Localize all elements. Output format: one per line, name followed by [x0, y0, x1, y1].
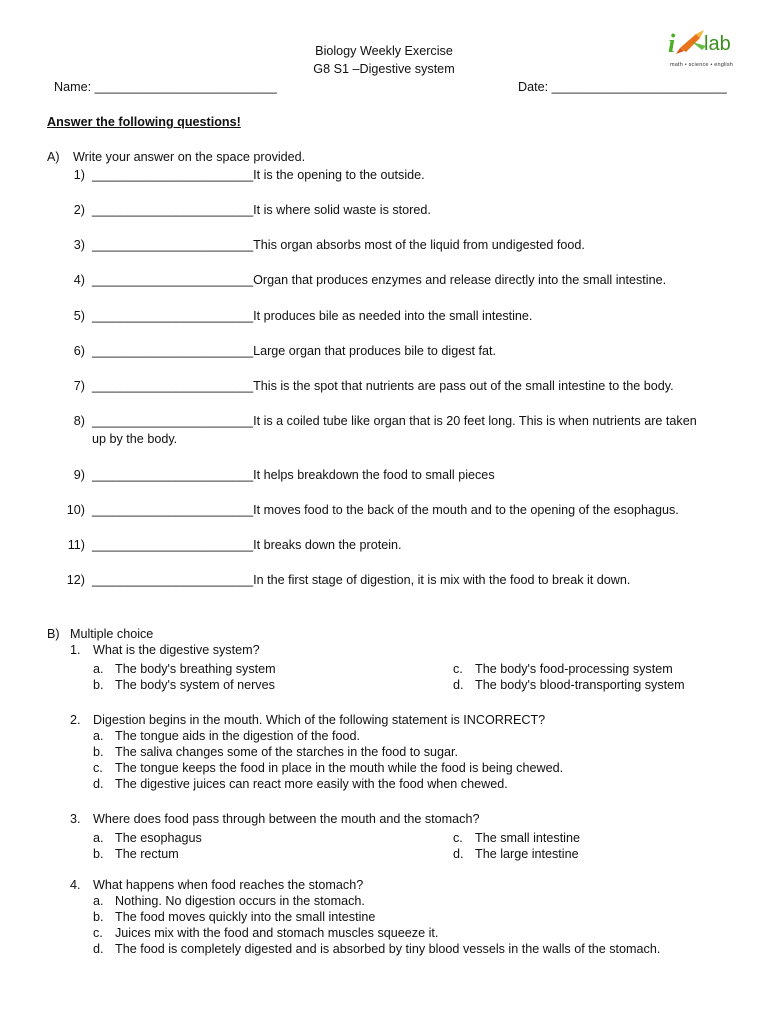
mc-option-letter: d.	[93, 942, 104, 956]
mc-option	[93, 942, 660, 956]
question-prompt: It is the opening to the outside.	[253, 168, 425, 182]
question-number: 6)	[73, 344, 85, 358]
ilab-logo	[666, 26, 758, 72]
mc-option-letter: c.	[93, 926, 103, 940]
mc-option-letter: c.	[453, 831, 463, 845]
mc-option	[453, 662, 673, 676]
question-prompt: It produces bile as needed into the small intestine.	[253, 309, 533, 323]
answer-blank: _______________________	[92, 238, 254, 252]
mc-option	[93, 910, 375, 924]
mc-question-number: 1.	[70, 643, 81, 657]
question-text	[92, 344, 496, 358]
rocket-icon	[666, 26, 758, 62]
mc-option	[453, 831, 580, 845]
question-text	[92, 309, 532, 323]
mc-option	[453, 678, 685, 692]
mc-option-text: Juices mix with the food and stomach muscles squeeze it.	[115, 926, 439, 940]
mc-option	[93, 847, 179, 861]
mc-option	[93, 926, 438, 940]
mc-option-letter: a.	[93, 831, 104, 845]
mc-option	[93, 745, 458, 759]
mc-option-text: The food moves quickly into the small intestine	[115, 910, 376, 924]
mc-option-letter: c.	[453, 662, 463, 676]
mc-option-text: The rectum	[115, 847, 179, 861]
mc-question-text: What happens when food reaches the stomach?	[93, 878, 364, 892]
question-number: 7)	[73, 379, 85, 393]
question-prompt: This is the spot that nutrients are pass out of the small intestine to the body.	[253, 379, 674, 393]
question-prompt: It helps breakdown the food to small pieces	[253, 468, 495, 482]
question-text	[92, 414, 697, 428]
answer-blank: _______________________	[92, 273, 254, 287]
date-label: Date:	[518, 80, 552, 94]
mc-option-text: The large intestine	[475, 847, 579, 861]
mc-question-text: Where does food pass through between the mouth and the stomach?	[93, 812, 480, 826]
worksheet-title: Biology Weekly Exercise	[315, 44, 453, 58]
question-prompt-continued: up by the body.	[92, 432, 178, 446]
question-number: 9)	[73, 468, 85, 482]
mc-option	[93, 831, 202, 845]
name-field	[54, 80, 277, 94]
mc-option-text: The tongue keeps the food in place in the mouth while the food is being chewed.	[115, 761, 564, 775]
mc-option-text: The body's food-processing system	[475, 662, 673, 676]
question-text	[92, 168, 425, 182]
question-text	[92, 273, 666, 287]
mc-option-letter: d.	[453, 847, 464, 861]
mc-option-text: The digestive juices can react more easily with the food when chewed.	[115, 777, 508, 791]
name-label: Name:	[54, 80, 95, 94]
mc-option-text: The food is completely digested and is absorbed by tiny blood vessels in the walls of the stomach.	[115, 942, 661, 956]
question-prompt: This organ absorbs most of the liquid from undigested food.	[253, 238, 585, 252]
mc-option-letter: a.	[93, 729, 104, 743]
question-number: 10)	[66, 503, 85, 517]
answer-blank: _______________________	[92, 203, 254, 217]
answer-blank: _______________________	[92, 468, 254, 482]
question-number: 2)	[73, 203, 85, 217]
question-number: 5)	[73, 309, 85, 323]
date-field	[518, 80, 727, 94]
mc-option-letter: b.	[93, 910, 104, 924]
worksheet-subtitle: G8 S1 –Digestive system	[313, 62, 455, 76]
question-text	[92, 203, 431, 217]
mc-option-letter: a.	[93, 894, 104, 908]
question-prompt: Organ that produces enzymes and release directly into the small intestine.	[253, 273, 667, 287]
answer-blank: _______________________	[92, 168, 254, 182]
section-b-label: B)	[47, 627, 60, 641]
mc-option-letter: a.	[93, 662, 104, 676]
name-blank: __________________________	[94, 80, 277, 94]
answer-blank: _______________________	[92, 379, 254, 393]
logo-tagline: math • science • english	[670, 62, 734, 68]
question-number: 11)	[67, 538, 85, 552]
question-text	[92, 503, 679, 517]
question-prompt: It is where solid waste is stored.	[253, 203, 431, 217]
mc-option-text: The body's blood-transporting system	[475, 678, 685, 692]
mc-option-text: The body's breathing system	[115, 662, 276, 676]
mc-question-number: 4.	[70, 878, 81, 892]
mc-option	[93, 777, 508, 791]
mc-option-letter: c.	[93, 761, 103, 775]
logo-word: lab	[704, 33, 731, 55]
mc-option-text: The esophagus	[115, 831, 202, 845]
mc-question-text: Digestion begins in the mouth. Which of the following statement is INCORRECT?	[93, 713, 546, 727]
question-prompt: It breaks down the protein.	[253, 538, 402, 552]
question-prompt: It moves food to the back of the mouth and to the opening of the esophagus.	[253, 503, 679, 517]
mc-option-text: The body's system of nerves	[115, 678, 275, 692]
question-prompt: In the first stage of digestion, it is mix with the food to break it down.	[253, 573, 631, 587]
mc-option	[93, 662, 276, 676]
mc-option	[93, 761, 563, 775]
mc-option-letter: d.	[453, 678, 464, 692]
date-blank: _________________________	[551, 80, 727, 94]
mc-question-number: 2.	[70, 713, 81, 727]
instruction-heading: Answer the following questions!	[47, 115, 241, 129]
mc-option	[93, 729, 360, 743]
section-a-label: A)	[47, 150, 60, 164]
mc-option-letter: d.	[93, 777, 104, 791]
question-number: 3)	[73, 238, 85, 252]
question-text	[92, 468, 495, 482]
question-number: 8)	[73, 414, 85, 428]
mc-option-text: The small intestine	[475, 831, 580, 845]
question-text	[92, 538, 402, 552]
question-prompt: It is a coiled tube like organ that is 20 feet long. This is when nutrients are taken	[253, 414, 697, 428]
section-a-title: Write your answer on the space provided.	[73, 150, 306, 164]
mc-option-letter: b.	[93, 745, 104, 759]
mc-option	[93, 678, 275, 692]
mc-option-text: Nothing. No digestion occurs in the stomach.	[115, 894, 365, 908]
answer-blank: _______________________	[92, 503, 254, 517]
mc-option	[453, 847, 579, 861]
mc-question-text: What is the digestive system?	[93, 643, 260, 657]
question-text	[92, 238, 585, 252]
question-text	[92, 573, 630, 587]
mc-option	[93, 894, 365, 908]
section-b-title: Multiple choice	[70, 627, 154, 641]
answer-blank: _______________________	[92, 414, 254, 428]
question-text	[92, 379, 674, 393]
logo-letter-i: i	[668, 29, 676, 58]
answer-blank: _______________________	[92, 538, 254, 552]
mc-option-text: The tongue aids in the digestion of the food.	[115, 729, 361, 743]
question-number: 1)	[73, 168, 85, 182]
answer-blank: _______________________	[92, 344, 254, 358]
answer-blank: _______________________	[92, 309, 254, 323]
question-number: 4)	[73, 273, 85, 287]
mc-question-number: 3.	[70, 812, 81, 826]
mc-option-letter: b.	[93, 847, 104, 861]
question-prompt: Large organ that produces bile to digest fat.	[253, 344, 497, 358]
mc-option-letter: b.	[93, 678, 104, 692]
question-number: 12)	[66, 573, 85, 587]
answer-blank: _______________________	[92, 573, 254, 587]
mc-option-text: The saliva changes some of the starches in the food to sugar.	[115, 745, 459, 759]
